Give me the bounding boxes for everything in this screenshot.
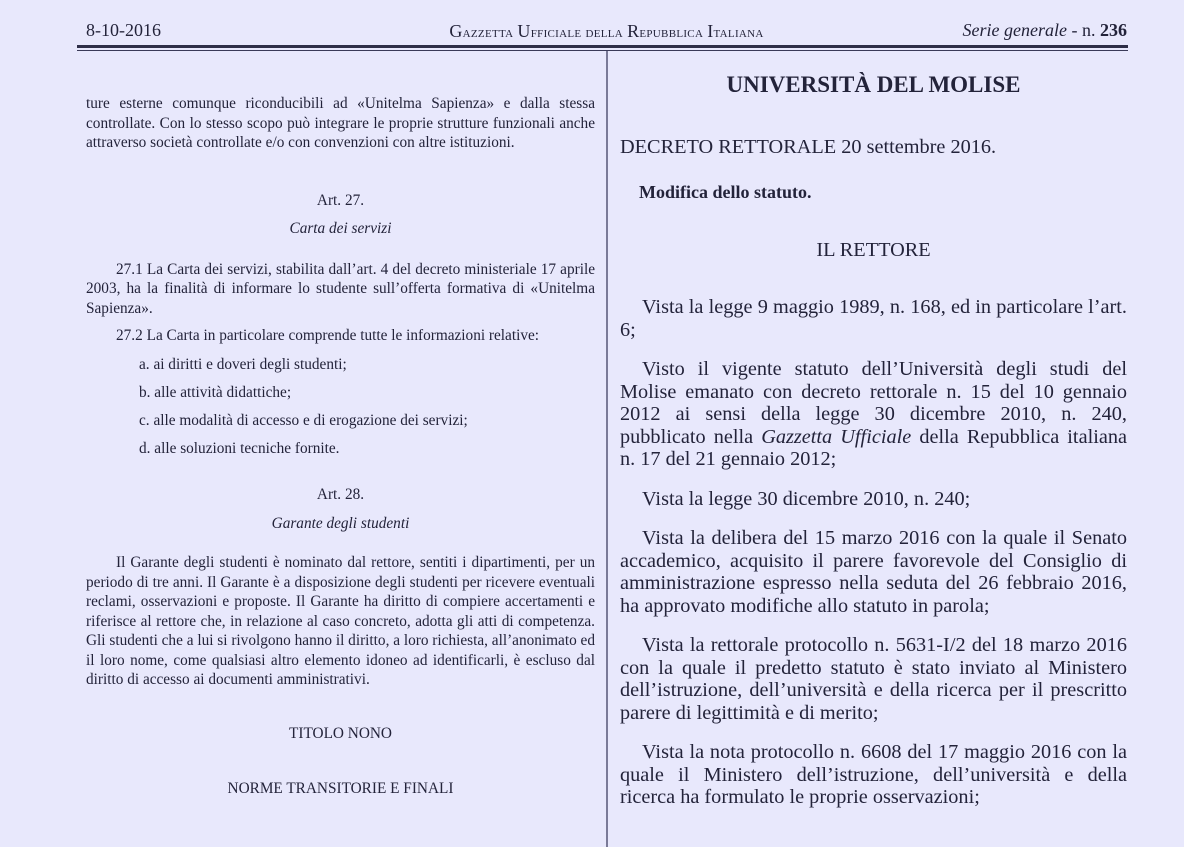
rettore-heading: IL RETTORE: [816, 238, 931, 261]
recital-paragraph: Vista la nota protocollo n. 6608 del 17 maggio 2016 con la quale il Ministero dell’istruzione, dell’università e della ricerca ha formulato le proprie osservazioni;: [620, 741, 1127, 808]
recital-paragraph: Vista la rettorale protocollo n. 5631-I/2 del 18 marzo 2016 con la quale il predetto statuto è stato inviato al Ministero dell’istruzione, dell’università e della ricerca per il prescritto parere di legittimità e di merito;: [620, 634, 1127, 724]
art27-list-item: a. ai diritti e doveri degli studenti;: [139, 355, 347, 373]
art27-list-item: c. alle modalità di accesso e di erogazione dei servizi;: [139, 411, 468, 429]
issue-date: 8-10-2016: [86, 20, 161, 40]
decree-subject: Modifica dello statuto.: [639, 182, 812, 202]
titolo-subheading: NORME TRANSITORIE E FINALI: [227, 780, 454, 797]
recital-paragraph: Vista la legge 9 maggio 1989, n. 168, ed in particolare l’art. 6;: [620, 296, 1127, 341]
series-number: Serie generale - n. 236: [962, 20, 1127, 40]
art28-title: Garante degli studenti: [271, 514, 410, 532]
art28-paragraph: Il Garante degli studenti è nominato dal rettore, sentiti i dipartimenti, per un periodo di tre anni. Il Garante è a disposizione degli studenti per ricevere eventuali reclami, osservazioni e proposte. Il Garante ha diritto di compiere accertamenti e riferisce al rettore che, in relazione al caso concreto, adotta gli atti di competenza. Gli studenti che a lui si rivolgono hanno il diritto, a loro richiesta, all’anonimato ed il loro nome, come qualsiasi altro elemento idoneo ad identificarli, è escluso dal diritto di accesso ai documenti amministrativi.: [86, 554, 595, 688]
titolo-heading: TITOLO NONO: [289, 724, 392, 742]
header-rule-thin: [77, 50, 1128, 51]
art27-list-item: b. alle attività didattiche;: [139, 383, 292, 401]
right-column: [620, 74, 1127, 809]
recital-paragraph: Vista la legge 30 dicembre 2010, n. 240;: [642, 487, 971, 510]
art27-number: Art. 27.: [316, 191, 365, 209]
institution-title: UNIVERSITÀ DEL MOLISE: [726, 72, 1021, 97]
left-column: [86, 94, 595, 799]
recital-paragraph: Vista la delibera del 15 marzo 2016 con la quale il Senato accademico, acquisito il parere favorevole del Consiglio di amministrazione espresso nella seduta del 26 febbraio 2016, ha approvato modifiche allo statuto in parola;: [620, 527, 1127, 617]
decree-heading: DECRETO RETTORALE 20 settembre 2016.: [620, 135, 997, 158]
art27-list-item: d. alle soluzioni tecniche fornite.: [139, 439, 340, 457]
art28-number: Art. 28.: [316, 486, 365, 503]
art27-paragraph-2: 27.2 La Carta in particolare comprende tutte le informazioni relative:: [116, 327, 540, 344]
column-divider: [606, 51, 608, 847]
gazette-title: Gazzetta Ufficiale della Repubblica Italiana: [449, 21, 764, 41]
continuation-paragraph: ture esterne comunque riconducibili ad «Unitelma Sapienza» e dalla stessa controllate. Con lo stesso scopo può integrare le proprie strutture funzionali anche attraverso società controllate e/o con convenzioni con altre istituzioni.: [86, 95, 595, 151]
header-rule-thick: [77, 45, 1128, 48]
art27-paragraph-1: 27.1 La Carta dei servizi, stabilita dall’art. 4 del decreto ministeriale 17 aprile 2003, ha la finalità di informare lo studente sull’offerta formativa di «Unitelma Sapienza».: [86, 260, 595, 317]
page-header: [86, 16, 1127, 46]
recital-paragraph: Visto il vigente statuto dell’Università degli studi del Molise emanato con decreto rettorale n. 15 del 10 gennaio 2012 ai sensi della legge 30 dicembre 2010, n. 240, pubblicato nella Gazzetta Ufficiale della Repubblica italiana n. 17 del 21 gennaio 2012;: [620, 358, 1127, 470]
art27-title: Carta dei servizi: [289, 220, 392, 237]
